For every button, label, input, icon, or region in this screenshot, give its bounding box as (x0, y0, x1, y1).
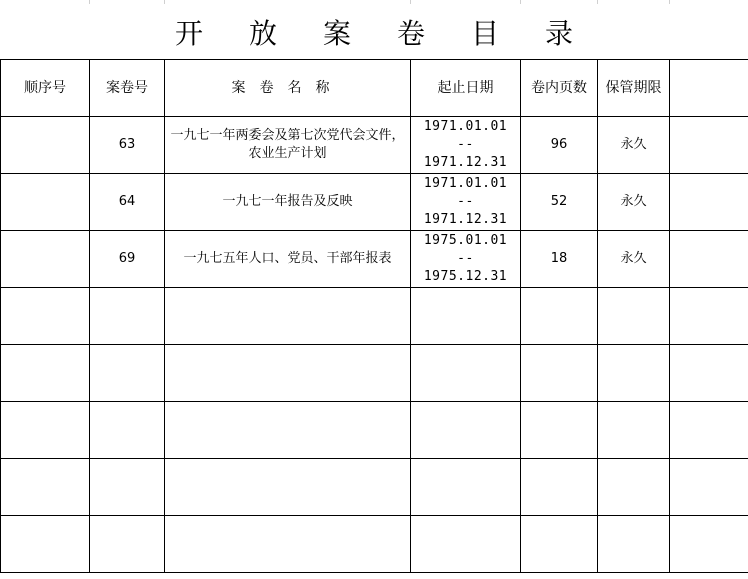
cell-seq[interactable] (1, 174, 90, 231)
empty-cell[interactable] (165, 345, 411, 402)
empty-cell[interactable] (1, 288, 90, 345)
empty-row (1, 516, 748, 573)
empty-row (1, 288, 748, 345)
empty-cell[interactable] (598, 288, 670, 345)
empty-cell[interactable] (521, 459, 598, 516)
empty-cell[interactable] (90, 459, 165, 516)
cell-date-range[interactable] (411, 231, 521, 288)
date-end: 1971.12.31 (423, 155, 508, 170)
page-title: 开放案卷目录 (174, 17, 619, 50)
empty-cell[interactable] (670, 288, 748, 345)
date-separator: -- (457, 194, 474, 209)
cell-retention[interactable]: 永久 (598, 117, 670, 174)
cell-pages[interactable]: 96 (521, 117, 598, 174)
cell-retention[interactable]: 永久 (598, 231, 670, 288)
empty-cell[interactable] (1, 345, 90, 402)
cell-file-no[interactable]: 69 (90, 231, 165, 288)
empty-row (1, 402, 748, 459)
empty-cell[interactable] (521, 345, 598, 402)
empty-cell[interactable] (521, 516, 598, 573)
date-end: 1975.12.31 (423, 269, 508, 284)
empty-cell[interactable] (90, 288, 165, 345)
empty-cell[interactable] (165, 402, 411, 459)
table-row (1, 231, 748, 288)
empty-cell[interactable] (598, 402, 670, 459)
cell-seq[interactable] (1, 117, 90, 174)
cell-pages[interactable]: 18 (521, 231, 598, 288)
table-row (1, 174, 748, 231)
empty-cell[interactable] (670, 459, 748, 516)
empty-cell[interactable] (165, 459, 411, 516)
empty-cell[interactable] (521, 402, 598, 459)
empty-cell[interactable] (165, 516, 411, 573)
cell-extra[interactable] (670, 117, 748, 174)
cell-retention[interactable]: 永久 (598, 174, 670, 231)
empty-cell[interactable] (90, 345, 165, 402)
empty-cell[interactable] (598, 516, 670, 573)
header-row (1, 60, 748, 117)
header-file-no[interactable]: 案卷号 (90, 60, 165, 117)
header-retention[interactable]: 保管期限 (598, 60, 670, 117)
cell-file-name[interactable]: 一九七五年人口、党员、干部年报表 (165, 231, 411, 288)
date-start: 1971.01.01 (423, 119, 508, 134)
cell-date-range[interactable] (411, 117, 521, 174)
empty-cell[interactable] (165, 288, 411, 345)
header-pages[interactable]: 卷内页数 (521, 60, 598, 117)
cell-file-name[interactable]: 一九七一年报告及反映 (165, 174, 411, 231)
empty-cell[interactable] (670, 402, 748, 459)
cell-seq[interactable] (1, 231, 90, 288)
cell-file-name[interactable]: 一九七一年两委会及第七次党代会文件，农业生产计划 (165, 117, 411, 174)
table-row (1, 117, 748, 174)
cell-file-no[interactable]: 64 (90, 174, 165, 231)
empty-cell[interactable] (411, 345, 521, 402)
cell-pages[interactable]: 52 (521, 174, 598, 231)
empty-cell[interactable] (411, 288, 521, 345)
catalog-table (0, 59, 748, 573)
empty-cell[interactable] (411, 516, 521, 573)
empty-cell[interactable] (598, 459, 670, 516)
date-separator: -- (457, 251, 474, 266)
date-start: 1971.01.01 (423, 176, 508, 191)
empty-cell[interactable] (411, 459, 521, 516)
empty-cell[interactable] (598, 345, 670, 402)
empty-cell[interactable] (1, 459, 90, 516)
cell-extra[interactable] (670, 174, 748, 231)
empty-cell[interactable] (411, 402, 521, 459)
cell-file-no[interactable]: 63 (90, 117, 165, 174)
empty-cell[interactable] (670, 516, 748, 573)
cell-date-range[interactable] (411, 174, 521, 231)
empty-cell[interactable] (1, 402, 90, 459)
header-seq[interactable]: 顺序号 (1, 60, 90, 117)
header-file-name[interactable]: 案卷名称 (165, 60, 411, 117)
date-end: 1971.12.31 (423, 212, 508, 227)
header-extra[interactable] (670, 60, 748, 117)
header-date-range[interactable]: 起止日期 (411, 60, 521, 117)
empty-cell[interactable] (670, 345, 748, 402)
date-separator: -- (457, 137, 474, 152)
empty-row (1, 459, 748, 516)
cell-extra[interactable] (670, 231, 748, 288)
empty-cell[interactable] (90, 402, 165, 459)
empty-cell[interactable] (521, 288, 598, 345)
empty-row (1, 345, 748, 402)
empty-cell[interactable] (90, 516, 165, 573)
date-start: 1975.01.01 (423, 233, 508, 248)
empty-cell[interactable] (1, 516, 90, 573)
